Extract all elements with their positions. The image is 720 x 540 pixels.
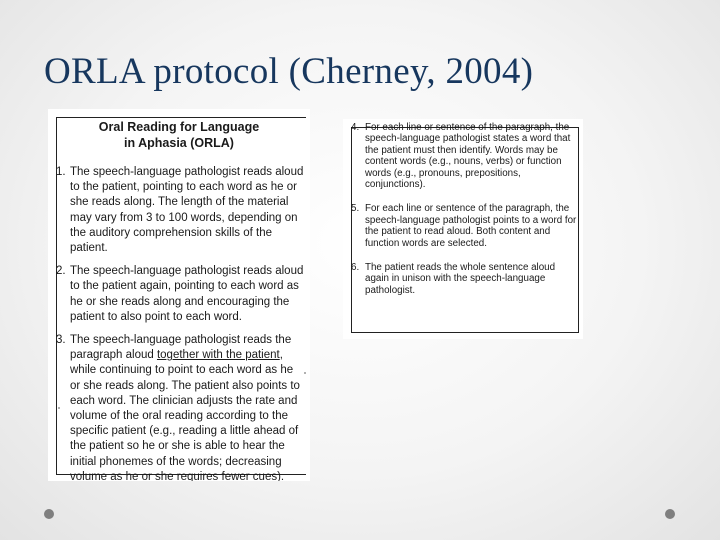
step-text: The speech-language pathologist reads aloud to the patient, pointing to each word as he or she reads along. The length of the material may vary from 3 to 100 words, depending on the auditory comprehension skills of the patient. (70, 166, 304, 255)
previous-slide-button[interactable] (44, 509, 54, 519)
step-number: 5. (351, 203, 360, 215)
step-2 (56, 264, 304, 325)
step-4 (351, 122, 577, 190)
next-slide-button[interactable] (665, 509, 675, 519)
steps-list-right (351, 122, 577, 309)
step-number: 2. (56, 265, 66, 278)
box-title: Oral Reading for Language in Aphasia (ORLA) (98, 120, 260, 150)
step-number: 4. (351, 122, 360, 133)
step-3 (56, 333, 304, 481)
steps-list-left (56, 165, 304, 481)
underlined-phrase: together with the patient (156, 349, 280, 362)
step-number: 3. (56, 334, 66, 347)
step-text-part: , while continuing to point to each word as he or she reads along. The patient also points to each word. The clinician adjusts the rate and volume of the oral reading according to the specific patient (e.g., reading a little ahead of the patient so he or she is able to hear the initial phonemes of the words; decreasing volume as he or she requires fewer cues). (70, 349, 300, 481)
step-text: For each line or sentence of the paragraph, the speech-language pathologist points to a word for the patient to read aloud. Both content and function words are selected. (365, 203, 577, 249)
slide-title: ORLA protocol (Cherney, 2004) (44, 51, 534, 92)
step-text: The patient reads the whole sentence aloud again in unison with the speech-language pathologist. (365, 262, 556, 296)
step-5 (351, 203, 577, 249)
step-6 (351, 262, 577, 296)
step-number: 6. (351, 262, 360, 274)
scan-speck (304, 372, 306, 374)
scanned-page-left (48, 109, 310, 481)
scanned-page-right (343, 119, 583, 339)
scan-speck (58, 407, 60, 409)
step-text: For each line or sentence of the paragraph, the speech-language pathologist states a word that the patient must then identify. Words may be content words (e.g., nouns, verbs) or function words (e.g., pronouns, prepositions, conjunctions). (365, 122, 571, 191)
step-number: 1. (56, 166, 66, 178)
step-text (70, 333, 304, 481)
step-text-part: The speech-language pathologist reads the paragraph aloud (70, 334, 292, 362)
step-text: The speech-language pathologist reads aloud to the patient again, pointing to each word as he or she reads along and encouraging the patient to also point to each word. (70, 265, 304, 323)
step-1 (56, 165, 304, 256)
